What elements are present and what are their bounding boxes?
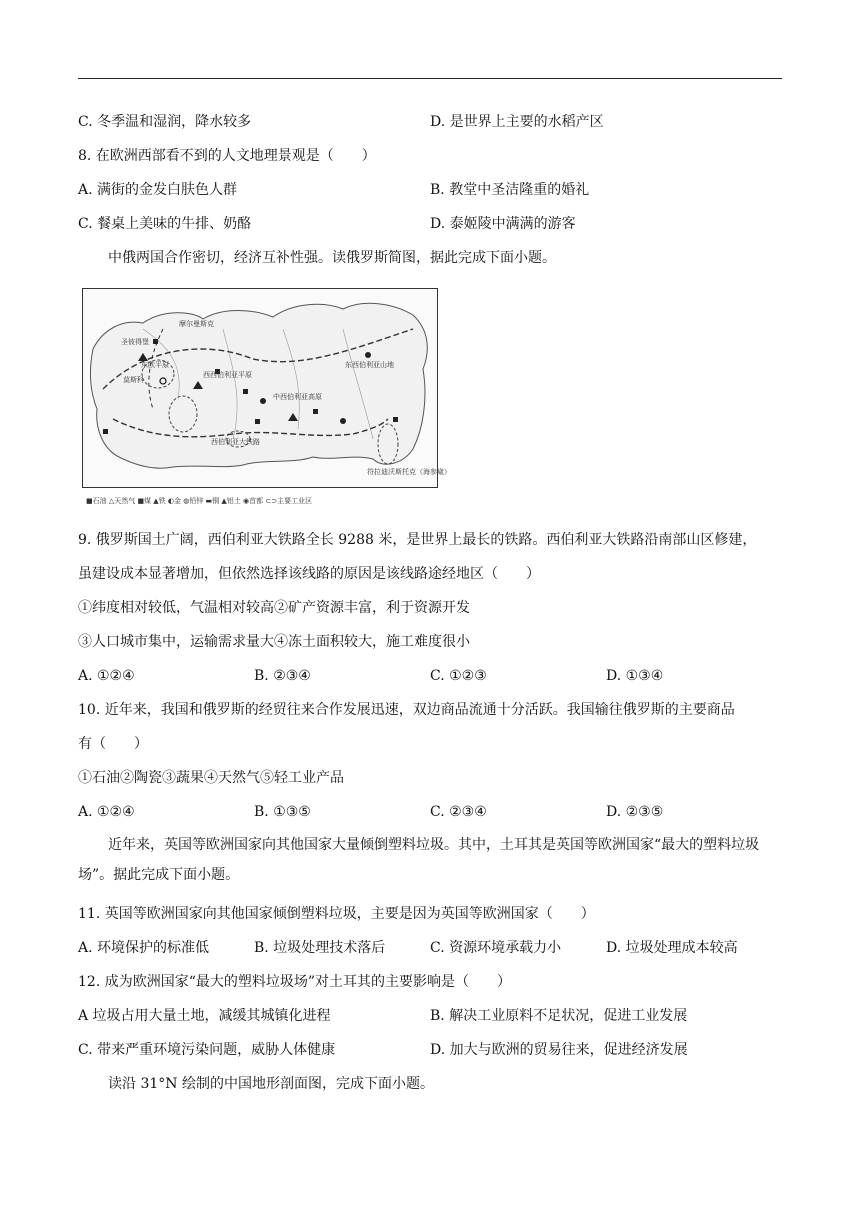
label-trans-siberian-railway: 西伯利亚大铁路 [211,438,260,446]
q12-stem: 12. 成为欧洲国家“最大的塑料垃圾场”对土耳其的主要影响是（ ） [78,974,512,990]
label-murmansk: 摩尔曼斯克 [179,320,214,328]
q11-stem: 11. 英国等欧洲国家向其他国家倾倒塑料垃圾，主要是因为英国等欧洲国家（ ） [78,906,595,922]
label-central-siberian-plateau: 中西伯利亚高原 [273,393,322,401]
russia-map-svg [83,289,451,487]
header-rule [78,78,782,79]
q10-stem-line2: 有（ ） [78,736,148,752]
q9-option-b: B. ②③④ [254,668,311,684]
q9-option-c: C. ①②③ [430,668,487,684]
q10-option-b: B. ①③⑤ [254,804,311,820]
q11-option-a: A. 环境保护的标准低 [78,940,210,956]
map-legend: ■石油 △天然气 ■煤 ▲铁 ◐金 ◍铅锌 ▬铜 ▲铝土 ◉首都 ⊂⊃主要工业区 [86,497,313,505]
q7-option-c: C. 冬季温和湿润，降水较多 [78,114,252,130]
label-east-siberian-mountains: 东西伯利亚山地 [345,361,394,369]
q9-choice-line2: ③人口城市集中，运输需求量大④冻土面积较大，施工难度很小 [78,634,470,650]
q8-stem: 8. 在欧洲西部看不到的人文地理景观是（ ） [78,148,376,164]
q12-option-c: C. 带来严重环境污染问题，威胁人体健康 [78,1042,336,1058]
label-west-siberian-plain: 西西伯利亚平原 [203,371,252,379]
q12-option-b: B. 解决工业原料不足状况，促进工业发展 [430,1008,688,1024]
q11-option-c: C. 资源环境承载力小 [430,940,562,956]
label-east-european-plain: 东欧平原 [141,361,169,369]
q9-stem-line2: 虽建设成本显著增加，但依然选择该线路的原因是该线路途经地区（ ） [78,566,540,582]
q7-option-d: D. 是世界上主要的水稻产区 [430,114,604,130]
q8-option-d: D. 泰姬陵中满满的游客 [430,216,576,232]
intro-profile: 读沿 31°N 绘制的中国地形剖面图，完成下面小题。 [108,1076,434,1092]
q12-option-d: D. 加大与欧洲的贸易往来，促进经济发展 [430,1042,688,1058]
q9-option-d: D. ①③④ [606,668,664,684]
intro-russia: 中俄两国合作密切，经济互补性强。读俄罗斯简图，据此完成下面小题。 [108,250,556,266]
q8-option-a: A. 满街的金发白肤色人群 [78,182,238,198]
q9-choice-line1: ①纬度相对较低，气温相对较高②矿产资源丰富，利于资源开发 [78,600,470,616]
q10-choice-line1: ①石油②陶瓷③蔬果④天然气⑤轻工业产品 [78,770,344,786]
russia-map [82,288,451,488]
label-vladivostok: 符拉迪沃斯托克（海参崴） [367,468,451,476]
q10-option-c: C. ②③④ [430,804,487,820]
q11-option-d: D. 垃圾处理成本较高 [606,940,738,956]
q10-option-d: D. ②③⑤ [606,804,664,820]
q9-option-a: A. ①②④ [78,668,135,684]
q8-option-c: C. 餐桌上美味的牛排、奶酪 [78,216,252,232]
q8-option-b: B. 教堂中圣洁隆重的婚礼 [430,182,590,198]
intro-plastic-waste: 近年来，英国等欧洲国家向其他国家大量倾倒塑料垃圾。其中，土耳其是英国等欧洲国家“最大的塑料垃圾场”。据此完成下面小题。 [78,837,760,883]
q11-option-b: B. 垃圾处理技术落后 [254,940,386,956]
q10-stem-line1: 10. 近年来，我国和俄罗斯的经贸往来合作发展迅速，双边商品流通十分活跃。我国输往俄罗斯的主要商品 [78,702,735,718]
q10-option-a: A. ①②④ [78,804,135,820]
label-moscow: 莫斯科 [123,376,144,384]
q12-option-a: A 垃圾占用大量土地，减缓其城镇化进程 [78,1008,331,1024]
label-stpetersburg: 圣彼得堡 [121,338,149,346]
q9-stem-line1: 9. 俄罗斯国土广阔，西伯利亚大铁路全长 9288 米，是世界上最长的铁路。西伯利亚大铁路沿南部山区修建， [78,532,757,548]
